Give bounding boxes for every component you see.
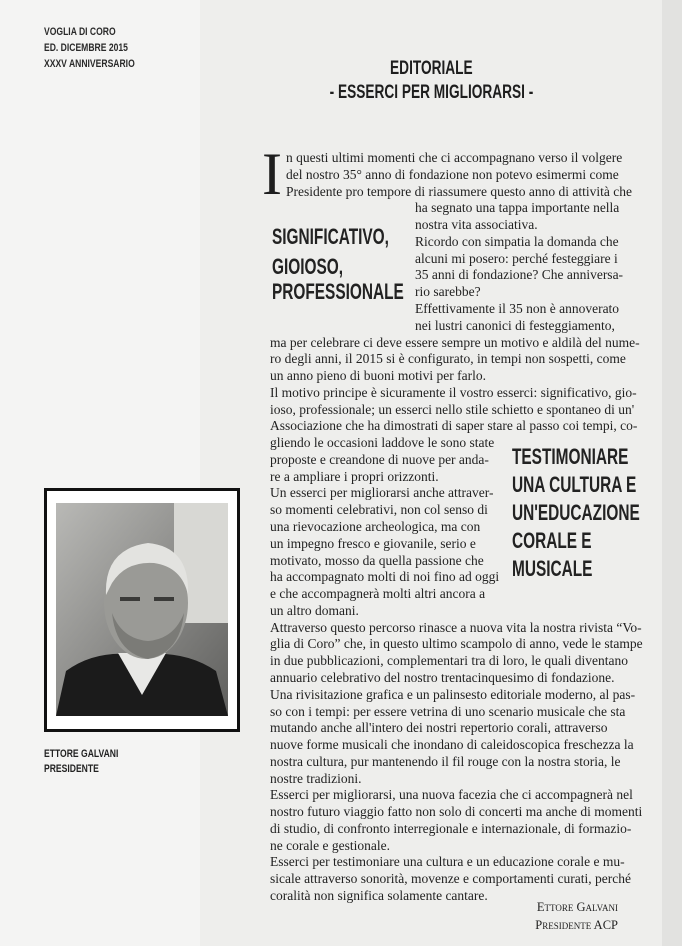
- body-line: ha accompagnato molti di noi fino ad oggi: [270, 569, 500, 584]
- body-line: Presidente pro tempore di riassumere questo anno di attività che: [286, 184, 633, 199]
- body-line: ioso, professionale; un esserci nello stile schietto e spontaneo di un': [270, 402, 635, 417]
- body-line: del nostro 35° anno di fondazione non potevo esimermi come: [286, 167, 619, 182]
- body-line: e che accompagnerà molti altri ancora a: [270, 586, 486, 601]
- pullquote-right-5: MUSICALE: [512, 556, 593, 581]
- body-line: in due pubblicazioni, complementari tra di loro, le quali diventano: [270, 653, 629, 668]
- body-line: mutando anche all'intero dei nostri repertorio corali, attraverso: [270, 720, 608, 735]
- pullquote-right-3: UN'EDUCAZIONE: [512, 500, 640, 525]
- body-line: glia di Coro” che, in questo ultimo scampolo di anno, vede le stampe: [270, 636, 643, 651]
- body-line: alcuni mi posero: perché festeggiare i: [415, 251, 618, 266]
- page-edge: [662, 0, 682, 946]
- body-line: un altro domani.: [270, 603, 359, 618]
- body-line: di studio, di confronto interregionale e internazionale, di formazio-: [270, 821, 632, 836]
- body-line: ne corale e gestionale.: [270, 838, 390, 853]
- body-line: una rievocazione archeologica, ma con: [270, 519, 481, 534]
- left-sidebar: [0, 0, 200, 946]
- body-line: so momenti celebrativi, non col senso di: [270, 502, 488, 517]
- portrait-photo: [56, 503, 228, 716]
- body-line: 35 anni di fondazione? Che anniversa-: [415, 267, 624, 282]
- body-line: Il motivo principe è sicuramente il vostro esserci: significativo, gio-: [270, 385, 637, 400]
- body-line: proposte e creandone di nuove per anda-: [270, 452, 489, 467]
- body-line: Una rivisitazione grafica e un palinsesto editoriale moderno, al pas-: [270, 687, 636, 702]
- body-line: re a ampliare i propri orizzonti.: [270, 469, 439, 484]
- body-line: sicale attraverso sonorità, movenze e comportamenti curati, perché: [270, 871, 631, 886]
- body-line: ro degli anni, il 2015 si è configurato, in tempi non sospetti, come: [270, 351, 626, 366]
- body-line: nostre tradizioni.: [270, 771, 362, 786]
- pullquote-right-4: CORALE E: [512, 528, 592, 553]
- body-line: Esserci per testimoniare una cultura e un educazione corale e mu-: [270, 854, 625, 869]
- body-line: ha segnato una tappa importante nella: [415, 200, 620, 215]
- body-line: coralità non significa solamente cantare.: [270, 888, 488, 903]
- caption-role: PRESIDENTE: [44, 763, 99, 775]
- body-line: un impegno fresco e giovanile, serio e: [270, 536, 476, 551]
- issue-date: ED. DICEMBRE 2015: [44, 42, 128, 54]
- portrait-icon: [56, 503, 228, 716]
- body-line: ma per celebrare ci deve essere sempre un motivo e aldilà del nume-: [270, 335, 640, 350]
- drop-cap: I: [262, 141, 282, 207]
- body-line: nuove forme musicali che inondano di caleidoscopica freschezza la: [270, 737, 634, 752]
- pullquote-right-1: TESTIMONIARE: [512, 444, 629, 469]
- anniversary-label: XXXV ANNIVERSARIO: [44, 58, 135, 70]
- body-line: nei lustri canonici di festeggiamento,: [415, 318, 615, 333]
- body-line: nostra cultura, pur mantenendo il fil rouge con la nostra storia, le: [270, 754, 621, 769]
- pullquote-left-2: GIOIOSO,: [272, 254, 344, 279]
- body-line: so con i tempi: per essere vetrina di uno scenario musicale che sta: [270, 704, 626, 719]
- magazine-name: VOGLIA DI CORO: [44, 26, 116, 38]
- caption-name: ETTORE GALVANI: [44, 748, 119, 760]
- body-line: motivato, mosso da quella passione che: [270, 553, 484, 568]
- body-line: Un esserci per migliorarsi anche attraver-: [270, 485, 494, 500]
- signature-name: Ettore Galvani: [536, 900, 618, 914]
- signature-role: Presidente ACP: [535, 918, 618, 932]
- pullquote-left-3: PROFESSIONALE: [272, 279, 404, 304]
- body-line: Effettivamente il 35 non è annoverato: [415, 301, 620, 316]
- body-line: annuario celebrativo del nostro trentacinquesimo di fondazione.: [270, 670, 615, 685]
- body-line: rio sarebbe?: [415, 284, 481, 299]
- page-subtitle: - ESSERCI PER MIGLIORARSI -: [329, 82, 533, 103]
- body-line: Ricordo con simpatia la domanda che: [415, 234, 619, 249]
- body-line: gliendo le occasioni laddove le sono state: [270, 435, 495, 450]
- body-line: Associazione che ha dimostrati di saper stare al passo coi tempi, co-: [270, 418, 638, 433]
- pullquote-right-2: UNA CULTURA E: [512, 472, 637, 497]
- page-title: EDITORIALE: [389, 58, 473, 79]
- body-line: Esserci per migliorarsi, una nuova facezia che ci accompagnerà nel: [270, 787, 633, 802]
- body-line: Attraverso questo percorso rinasce a nuova vita la nostra rivista “Vo-: [270, 620, 642, 635]
- body-line: nostro futuro viaggio fatto non solo di concerti ma anche di momenti: [270, 804, 643, 819]
- body-line: un anno pieno di buoni motivi per farlo.: [270, 368, 486, 383]
- pullquote-left-1: SIGNIFICATIVO,: [272, 224, 389, 249]
- body-line: n questi ultimi momenti che ci accompagnano verso il volgere: [286, 150, 623, 165]
- body-line: nostra vita associativa.: [415, 217, 538, 232]
